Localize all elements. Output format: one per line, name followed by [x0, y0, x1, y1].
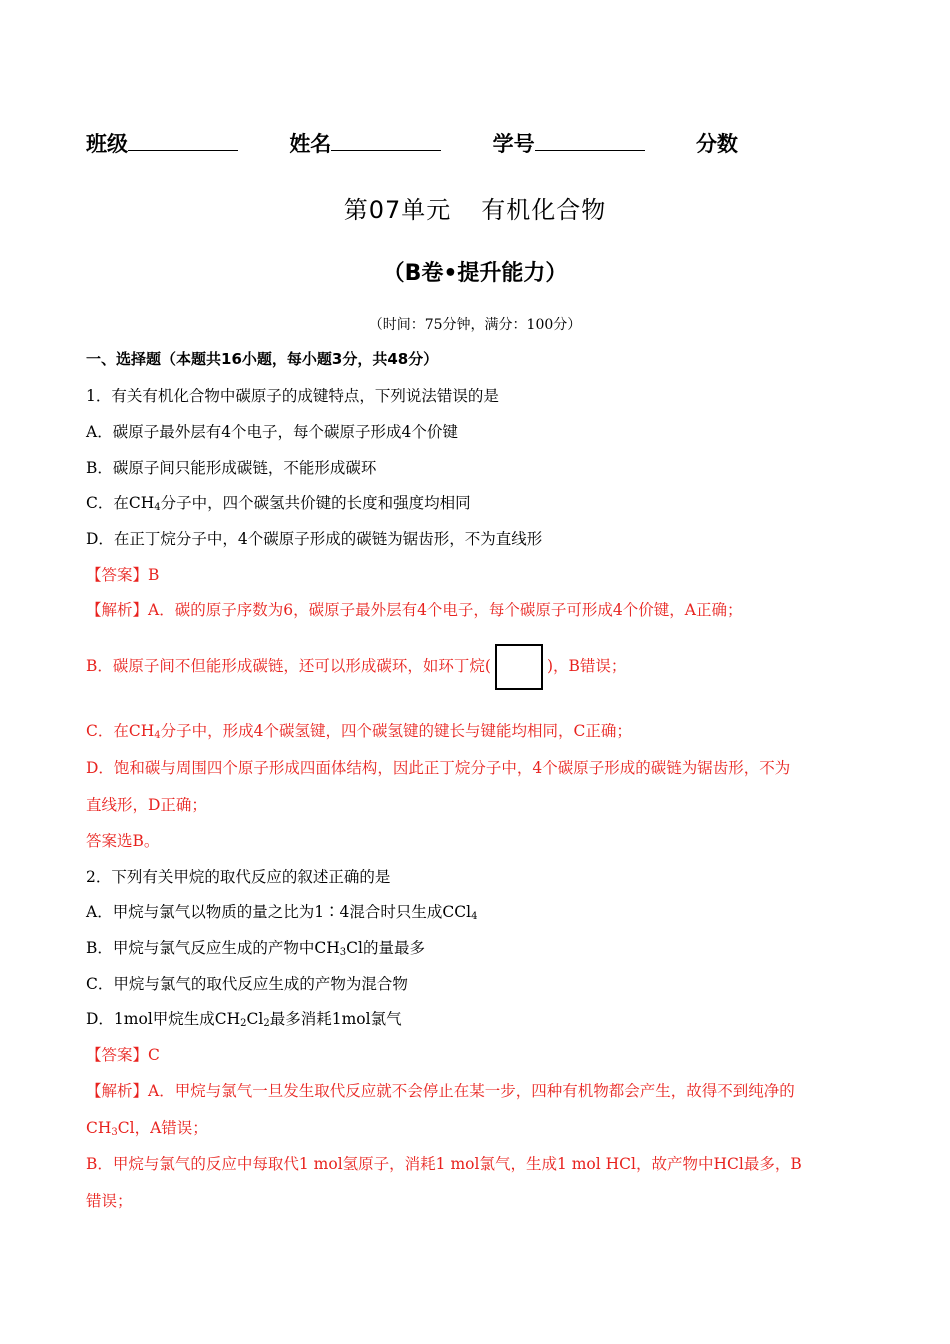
q2-option-c: C．甲烷与氯气的取代反应生成的产物为混合物	[86, 975, 408, 993]
q1-option-a: A．碳原子最外层有4个电子，每个碳原子形成4个价键	[86, 423, 458, 441]
student-info-header	[86, 128, 738, 158]
q2-option-d: D．1mol甲烷生成$CH_2Cl_2$最多消耗1mol氯气	[86, 1010, 402, 1029]
q1-answer: 【答案】B	[86, 566, 160, 584]
q2-explanation-a-line2: $CH_3Cl$，A错误；	[86, 1119, 208, 1138]
q1-option-c: C．在$CH_4$分子中，四个碳氢共价键的长度和强度均相同	[86, 494, 471, 513]
cyclobutane-structure-icon	[495, 644, 543, 690]
section-heading: 一、选择题（本题共16小题，每小题3分，共48分）	[86, 350, 439, 368]
q1-option-b: B．碳原子间只能形成碳链，不能形成碳环	[86, 459, 377, 477]
topic-label: 有机化合物	[481, 196, 607, 224]
q1-explanation-d-line2: 直线形，D正确；	[86, 796, 207, 814]
score-label: 分数	[695, 132, 738, 156]
q2-answer: 【答案】C	[86, 1046, 160, 1064]
class-label: 班级	[86, 132, 128, 156]
class-blank[interactable]	[128, 130, 238, 151]
page-title	[0, 190, 950, 225]
q1-option-d: D．在正丁烷分子中，4个碳原子形成的碳链为锯齿形，不为直线形	[86, 530, 543, 548]
unit-label: 第07单元	[343, 196, 452, 224]
q1-explanation-d-line1: D．饱和碳与周围四个原子形成四面体结构，因此正丁烷分子中，4个碳原子形成的碳链为锯齿形，不为	[86, 759, 791, 777]
id-blank[interactable]	[535, 130, 645, 151]
time-info: （时间：75分钟，满分：100分）	[368, 317, 582, 333]
q1-explanation-c: C．在$CH_4$分子中，形成4个碳氢键，四个碳氢键的键长与键能均相同，C正确；	[86, 722, 632, 741]
q2-explanation-b-line1: B．甲烷与氯气的反应中每取代1 mol氢原子，消耗1 mol氯气，生成1 mol HCl，故产物中HCl最多，B	[86, 1155, 802, 1173]
page-subtitle: （B卷•提升能力）	[382, 261, 568, 286]
q1-explanation-a: 【解析】A．碳的原子序数为6，碳原子最外层有4个电子，每个碳原子可形成4个价键，A正确；	[86, 601, 743, 619]
q1-stem: 1．有关有机化合物中碳原子的成键特点，下列说法错误的是	[86, 387, 499, 405]
q2-explanation-b-line2: 错误；	[86, 1192, 133, 1210]
name-blank[interactable]	[331, 130, 441, 151]
q1-explanation-conclusion: 答案选B。	[86, 832, 160, 850]
name-label: 姓名	[289, 132, 332, 156]
q1-explanation-b: B．碳原子间不但能形成碳链，还可以形成碳环，如环丁烷( )，B错误；	[86, 644, 626, 690]
q2-option-a: A．甲烷与氯气以物质的量之比为1∶4混合时只生成CCl$_4$	[86, 903, 478, 922]
q2-stem: 2．下列有关甲烷的取代反应的叙述正确的是	[86, 868, 391, 886]
id-label: 学号	[492, 132, 535, 156]
q2-option-b: B．甲烷与氯气反应生成的产物中$CH_3Cl$的量最多	[86, 939, 425, 958]
q2-explanation-a-line1: 【解析】A．甲烷与氯气一旦发生取代反应就不会停止在某一步，四种有机物都会产生，故得不到纯净的	[86, 1082, 795, 1100]
